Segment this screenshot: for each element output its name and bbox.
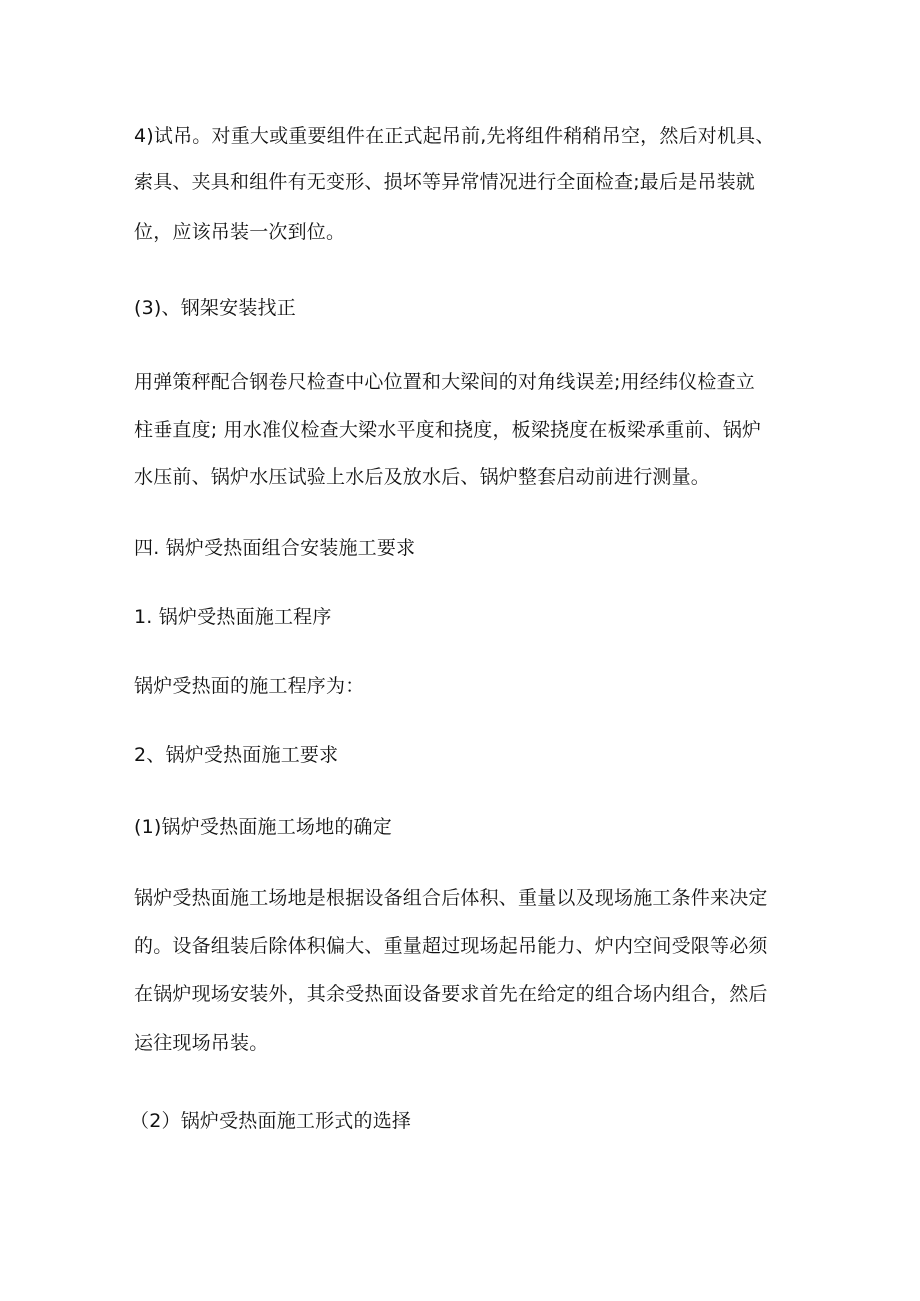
subsection-heading: 1. 锅炉受热面施工程序 xyxy=(134,606,332,628)
section-heading: 四. 锅炉受热面组合安装施工要求 xyxy=(134,537,416,559)
paragraph-line: 4)试吊。对重大或重要组件在正式起吊前,先将组件稍稍吊空，然后对机具、 xyxy=(134,125,775,147)
paragraph-line: 用弹策秤配合钢卷尺检查中心位置和大梁间的对角线误差;用经纬仪检查立 xyxy=(134,371,756,393)
paragraph-line: 水压前、锅炉水压试验上水后及放水后、锅炉整套启动前进行测量。 xyxy=(134,466,711,488)
subsection-heading: (1)锅炉受热面施工场地的确定 xyxy=(134,816,392,838)
subsection-heading: （2）锅炉受热面施工形式的选择 xyxy=(130,1110,412,1132)
paragraph-line: 柱垂直度; 用水准仪检查大梁水平度和挠度，板梁挠度在板梁承重前、锅炉 xyxy=(134,419,762,441)
paragraph-line: 锅炉受热面的施工程序为： xyxy=(134,675,365,697)
paragraph-line: 索具、夹具和组件有无变形、损坏等异常情况进行全面检查;最后是吊装就 xyxy=(134,171,756,193)
paragraph-line: 的。设备组装后除体积偏大、重量超过现场起吊能力、炉内空间受限等必须 xyxy=(134,935,768,957)
subsection-heading: 2、锅炉受热面施工要求 xyxy=(134,744,339,766)
paragraph-line: 在锅炉现场安装外，其余受热面设备要求首先在给定的组合场内组合，然后 xyxy=(134,983,768,1005)
section-heading: (3)、钢架安装找正 xyxy=(134,297,296,319)
paragraph-line: 运往现场吊装。 xyxy=(134,1032,269,1054)
paragraph-line: 锅炉受热面施工场地是根据设备组合后体积、重量以及现场施工条件来决定 xyxy=(134,887,768,909)
paragraph-line: 位，应该吊装一次到位。 xyxy=(134,221,346,243)
